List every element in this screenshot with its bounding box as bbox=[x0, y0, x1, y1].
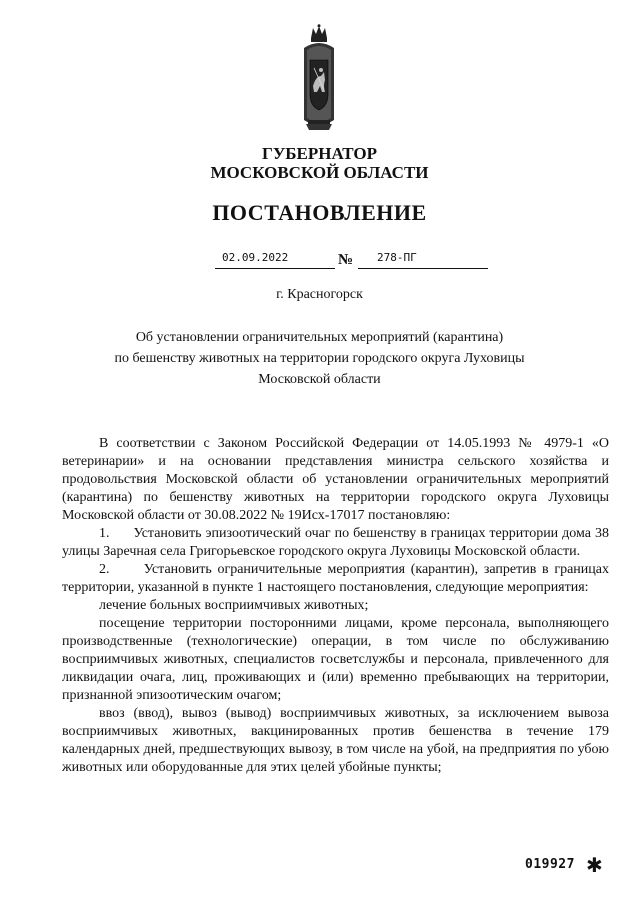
issuer-region: МОСКОВСКОЙ ОБЛАСТИ bbox=[210, 163, 429, 182]
issuer-title: ГУБЕРНАТОР bbox=[262, 144, 377, 163]
document-title bbox=[60, 327, 579, 390]
document-date: 02.09.2022 bbox=[222, 251, 289, 264]
number-sign: № bbox=[338, 252, 354, 268]
restriction-item: лечение больных восприимчивых животных; bbox=[99, 598, 369, 613]
title-line: Московской области bbox=[258, 372, 381, 387]
form-serial-number: 019927 bbox=[525, 857, 575, 872]
date-underline bbox=[215, 268, 335, 269]
document-number: 278-ПГ bbox=[377, 251, 417, 264]
title-line: по бешенству животных на территории городского округа Луховицы bbox=[114, 351, 525, 366]
title-line: Об установлении ограничительных мероприятий (карантина) bbox=[135, 330, 504, 345]
clause-1: 1. Установить эпизоотический очаг по бешенству в границах территории дома 38 улицы Заречная села Григорьевское городского округа Луховицы Московской области. bbox=[62, 526, 609, 559]
restriction-item: посещение территории посторонними лицами, кроме персонала, выполняющего производственные (технологические) операции, в том числе по обслуживанию восприимчивых животных, специалистов госветслужбы и персонала, привлеченного для ликвидации очага, лиц, проживающих и (или) временно пребывающих на территории, признанной эпизоотическим очагом; bbox=[62, 616, 609, 703]
clause-2: 2. Установить ограничительные мероприятия (карантин), запретив в границах территории, указанной в пункте 1 настоящего постановления, следующие мероприятия: bbox=[62, 562, 609, 595]
serial-star-mark: ✱ bbox=[586, 853, 603, 877]
document-body bbox=[62, 435, 609, 777]
coat-of-arms-icon bbox=[301, 24, 337, 132]
restriction-item: ввоз (ввод), вывоз (вывод) восприимчивых животных, за исключением вывоза восприимчивых животных, вакцинированных против бешенства в течение 179 календарных дней, предшествующих вывозу, в том числе на убой, на предприятия по убою животных или оборудованные для этих целей убойные пункты; bbox=[62, 706, 609, 775]
issue-city: г. Красногорск bbox=[276, 287, 363, 302]
preamble-paragraph: В соответствии с Законом Российской Федерации от 14.05.1993 № 4979-1 «О ветеринарии» и на основании представления министра сельского хозяйства и продовольствия Московской области об установлении ограничительных мероприятий (карантина) по бешенству животных на территории городского округа Луховицы Московской области от 30.08.2022 № 19Исх-17017 постановляю: bbox=[62, 436, 609, 523]
number-underline bbox=[358, 268, 488, 269]
document-type: ПОСТАНОВЛЕНИЕ bbox=[212, 200, 427, 225]
